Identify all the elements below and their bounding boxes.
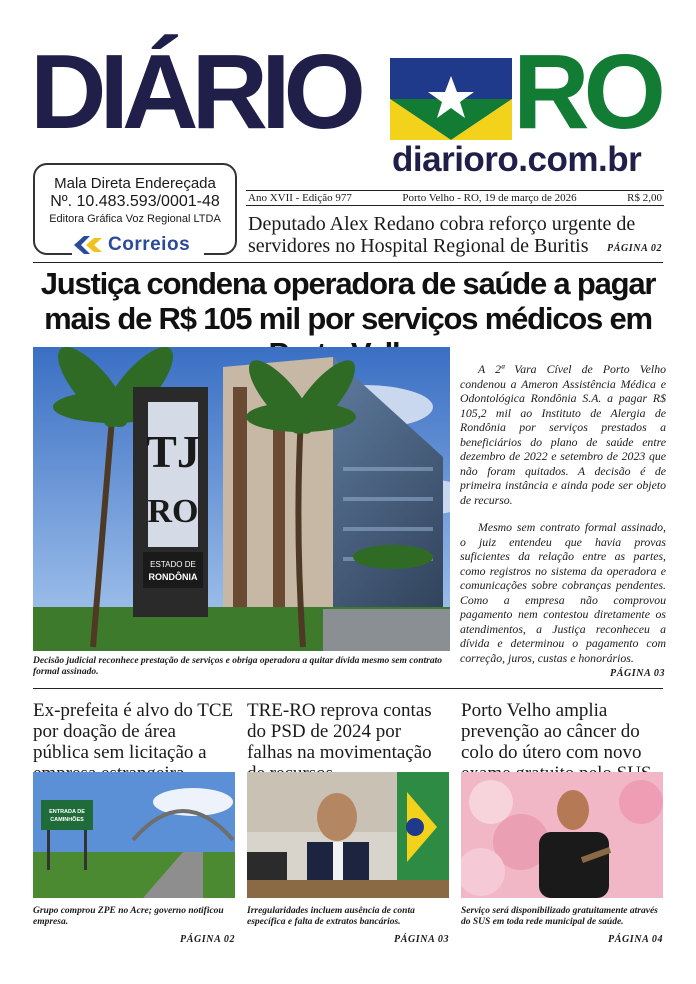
story-2-caption: Irregularidades incluem ausência de conta específica e falta de extratos bancários. [247,906,415,927]
svg-text:CAMINHÕES: CAMINHÕES [50,817,84,823]
edition-price: R$ 2,00 [627,192,662,204]
story-2-photo [247,772,449,898]
lead-photo [33,347,450,651]
sign-rondonia: RONDÔNIA [148,572,198,582]
lead-story-page[interactable]: PÁGINA 03 [610,668,666,679]
edition-bar [246,190,664,206]
lead-headline[interactable]: Justiça condena operadora de saúde a pagar mais de R$ 105 mil por serviços médicos em [40,266,656,336]
masthead-ro: RO [513,33,660,151]
story-1-headline[interactable]: Ex-prefeita é alvo do TCE por doação de área pública sem licitação a [33,700,234,763]
story-2-headline[interactable]: TRE-RO reprova contas do PSD de 2024 por falhas na movimentação [247,700,432,763]
mailing-line3: Editora Gráfica Voz Regional LTDA [49,213,221,225]
rondonia-flag-icon [390,58,512,140]
lead-photo-caption: Decisão judicial reconhece prestação de serviços e obriga operadora a quitar dívida mesmo sem contrato formal assinado. [33,656,442,677]
lead-paragraph-2: Mesmo sem contrato formal assinado, o juiz entendeu que havia provas suficientes da relação entre as partes, como registros no sistema da operadora e comunicações sobre cobranças pendentes. Como a empresa não comprovou pagamento nem contestou diretamente os atendimentos, a Justiça reconheceu a dívida e determinou o pagamento com correção, juros, custas e honorários. [460,520,666,665]
top-story-page[interactable]: PÁGINA 02 [607,243,663,254]
top-story-headline[interactable]: Deputado Alex Redano cobra reforço urgente de servidores no Hospital Regional de Buritis [248,213,636,257]
story-3-page[interactable]: PÁGINA 04 [608,934,664,945]
story-3-caption: Serviço será disponibilizado gratuitamente através do SUS em toda rede municipal de saúde. [461,906,658,927]
mailing-line2: Nº. 10.483.593/0001-48 [50,193,220,210]
correios-label: Correios [108,234,191,255]
divider [33,688,663,689]
sign-estado: ESTADO DE [150,560,196,569]
masthead-title: DIÁRIO [30,33,359,151]
story-1-caption: Grupo comprou ZPE no Acre; governo notificou empresa. [33,906,224,927]
mailing-line1: Mala Direta Endereçada [54,175,216,192]
correios-icon [72,234,104,256]
lead-body [460,362,666,678]
edition-number: Ano XVII - Edição 977 [248,192,352,204]
lead-paragraph-1: A 2ª Vara Cível de Porto Velho condenou a Ameron Assistência Médica e Odontológica Rondônia S.A. a pagar R$ 105,2 mil ao Instituto de Alergia de Rondônia por serviços prestados a beneficiários do plano de saúde entre dezembro de 2022 e setembro de 2023 que não foram quitados. A decisão é de primeira instância e ainda pode ser objeto de recurso. [460,362,666,507]
story-2-page[interactable]: PÁGINA 03 [394,934,450,945]
correios-logo [72,232,204,258]
story-1-photo [33,772,235,898]
sign-tj: TJ [146,426,200,477]
divider [33,262,663,263]
svg-text:ENTRADA DE: ENTRADA DE [49,809,85,815]
story-3-headline[interactable]: Porto Velho amplia prevenção ao câncer do colo do útero com novo [461,700,642,763]
sign-ro: RO [147,493,199,530]
edition-date: Porto Velho - RO, 19 de março de 2026 [402,192,577,204]
website-url[interactable]: diarioro.com.br [392,140,642,179]
story-1-page[interactable]: PÁGINA 02 [180,934,236,945]
story-3-photo [461,772,663,898]
